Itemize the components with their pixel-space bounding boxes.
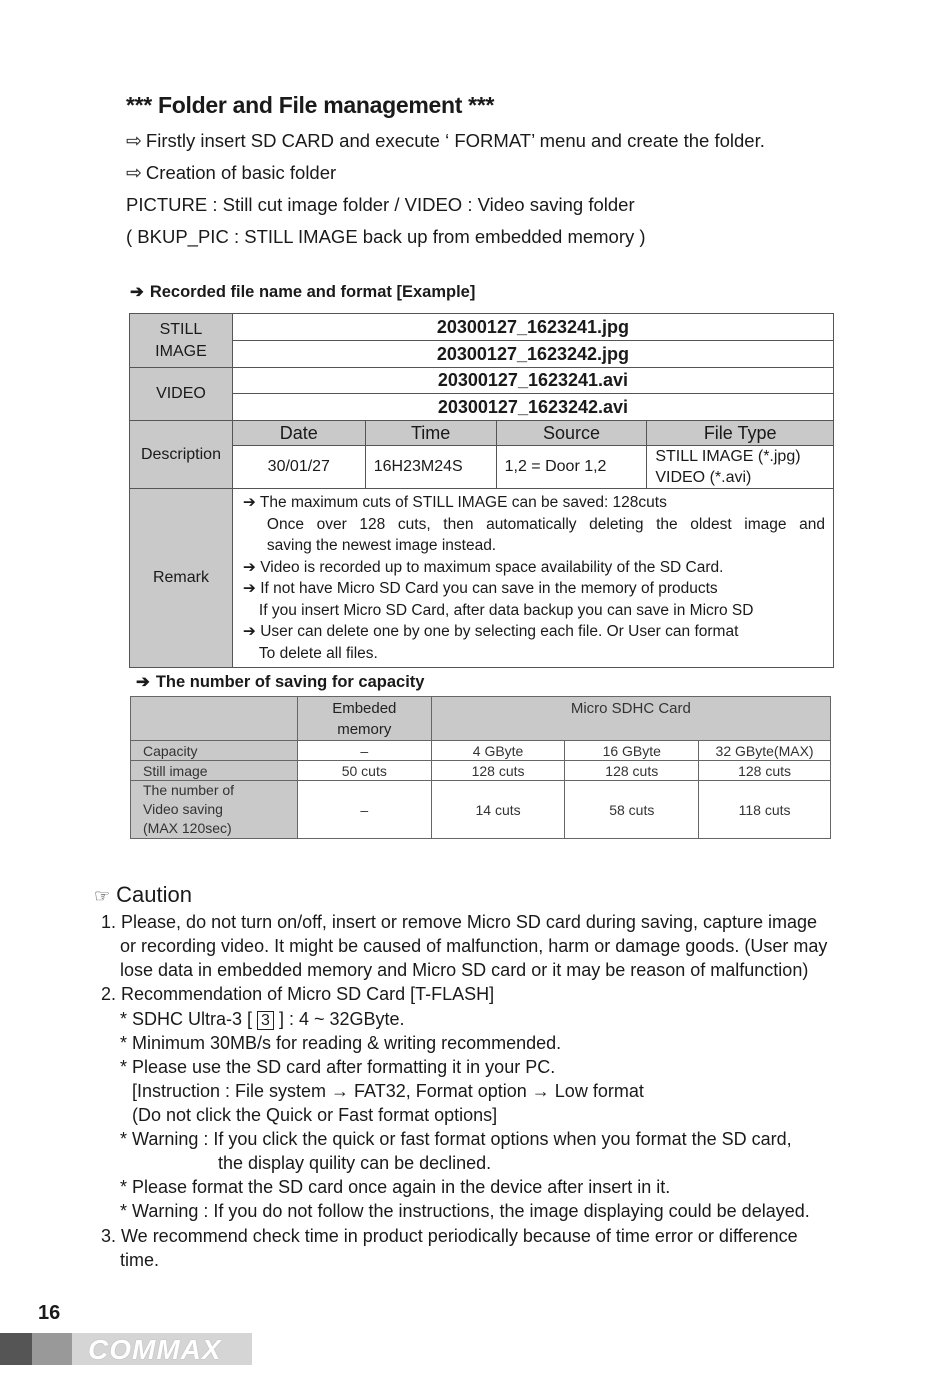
row-still-label: Still image: [131, 761, 298, 781]
caution-line: * Warning : If you do not follow the instructions, the image displaying could be delayed.: [120, 1201, 810, 1221]
capacity-4gb: 4 GByte: [431, 741, 565, 761]
capacity-header-blank: [131, 697, 298, 741]
pointing-hand-icon: ☞: [94, 886, 111, 906]
page-heading: *** Folder and File management ***: [126, 92, 495, 118]
intro-line-4: ( BKUP_PIC : STILL IMAGE back up from embedded memory ): [126, 226, 646, 247]
footer-bar-dark: [0, 1333, 32, 1365]
capacity-section-title: ➔ The number of saving for capacity: [136, 673, 425, 691]
desc-header-date: Date: [232, 421, 365, 446]
ultra-class-badge: 3: [257, 1011, 274, 1030]
caution-line: the display quility can be declined.: [218, 1153, 492, 1173]
row-capacity-label: Capacity: [131, 741, 298, 761]
caution-title: ☞ Caution: [94, 882, 192, 907]
still-image-label: STILL IMAGE: [130, 314, 233, 368]
footer-bar-mid: [32, 1333, 72, 1365]
capacity-32gb: 32 GByte(MAX): [699, 741, 831, 761]
caution-line: * Minimum 30MB/s for reading & writing recommended.: [120, 1033, 562, 1053]
header-embedded-memory: Embeded memory: [297, 697, 431, 741]
file-format-table: [129, 313, 834, 668]
file-section-title: ➔ Recorded file name and format [Example]: [130, 283, 476, 301]
caution-line: * Please use the SD card after formatting it in your PC.: [120, 1057, 556, 1077]
row-video-label: The number of Video saving (MAX 120sec): [131, 781, 298, 839]
caution-line: 1. Please, do not turn on/off, insert or remove Micro SD card during saving, capture image: [101, 912, 818, 932]
desc-header-filetype: File Type: [647, 421, 834, 446]
still-file-1: 20300127_1623241.jpg: [232, 314, 833, 341]
desc-source: 1,2 = Door 1,2: [496, 446, 647, 489]
page-number: 16: [38, 1302, 61, 1324]
still-16gb: 128 cuts: [565, 761, 699, 781]
caution-line: (Do not click the Quick or Fast format options]: [132, 1105, 498, 1125]
header-micro-sdhc: Micro SDHC Card: [431, 697, 830, 741]
remark-text: ➔ The maximum cuts of STILL IMAGE can be saved: 128cuts Once over 128 cuts, then automatically deleting the oldest image and saving the newest image instead. ➔ Video is recorded up to maximum space availability of the SD Card. ➔ If not have Micro SD Card you can save in the memory of products If you insert Micro SD Card, after data backup you can save in Micro SD ➔ User can delete one by one by selecting each file. Or User can format To delete all files.: [232, 489, 833, 668]
desc-date: 30/01/27: [232, 446, 365, 489]
caution-line: * Warning : If you click the quick or fast format options when you format the SD card,: [120, 1129, 792, 1149]
capacity-embedded: –: [297, 741, 431, 761]
video-16gb: 58 cuts: [565, 781, 699, 839]
arrow-right-icon: ⇨: [126, 163, 142, 184]
still-file-2: 20300127_1623242.jpg: [232, 341, 833, 368]
video-4gb: 14 cuts: [431, 781, 565, 839]
intro-line-3: PICTURE : Still cut image folder / VIDEO : Video saving folder: [126, 194, 635, 215]
caution-line: or recording video. It might be caused of malfunction, harm or damage goods. (User may: [120, 936, 828, 956]
caution-line: lose data in embedded memory and Micro SD card or it may be reason of malfunction): [120, 960, 809, 980]
capacity-table: [130, 696, 831, 839]
still-embedded: 50 cuts: [297, 761, 431, 781]
video-label: VIDEO: [130, 368, 233, 421]
desc-filetype: STILL IMAGE (*.jpg) VIDEO (*.avi): [647, 446, 834, 489]
bold-arrow-icon: ➔: [136, 673, 150, 691]
still-32gb: 128 cuts: [699, 761, 831, 781]
caution-line: 3. We recommend check time in product periodically because of time error or difference: [101, 1226, 798, 1246]
desc-time: 16H23M24S: [365, 446, 496, 489]
bold-arrow-icon: ➔: [130, 283, 144, 301]
caution-line: time.: [120, 1250, 160, 1270]
desc-header-source: Source: [496, 421, 647, 446]
video-file-1: 20300127_1623241.avi: [232, 368, 833, 394]
video-embedded: –: [297, 781, 431, 839]
still-4gb: 128 cuts: [431, 761, 565, 781]
remark-label: Remark: [130, 489, 233, 668]
arrow-right-icon: ⇨: [126, 131, 142, 152]
video-file-2: 20300127_1623242.avi: [232, 394, 833, 421]
intro-line-2: ⇨ Creation of basic folder: [126, 162, 337, 184]
commax-logo: COMMAX: [88, 1334, 222, 1365]
caution-line: * Please format the SD card once again in the device after insert in it.: [120, 1177, 671, 1197]
video-32gb: 118 cuts: [699, 781, 831, 839]
description-label: Description: [130, 421, 233, 489]
capacity-16gb: 16 GByte: [565, 741, 699, 761]
desc-header-time: Time: [365, 421, 496, 446]
caution-line: 2. Recommendation of Micro SD Card [T-FLASH]: [101, 984, 495, 1004]
intro-line-1: ⇨ Firstly insert SD CARD and execute ‘ FORMAT’ menu and create the folder.: [126, 130, 765, 152]
caution-line: * SDHC Ultra-3 [ 3 ] : 4 ~ 32GByte.: [120, 1009, 405, 1029]
caution-line: [Instruction : File system → FAT32, Format option → Low format: [132, 1081, 644, 1101]
